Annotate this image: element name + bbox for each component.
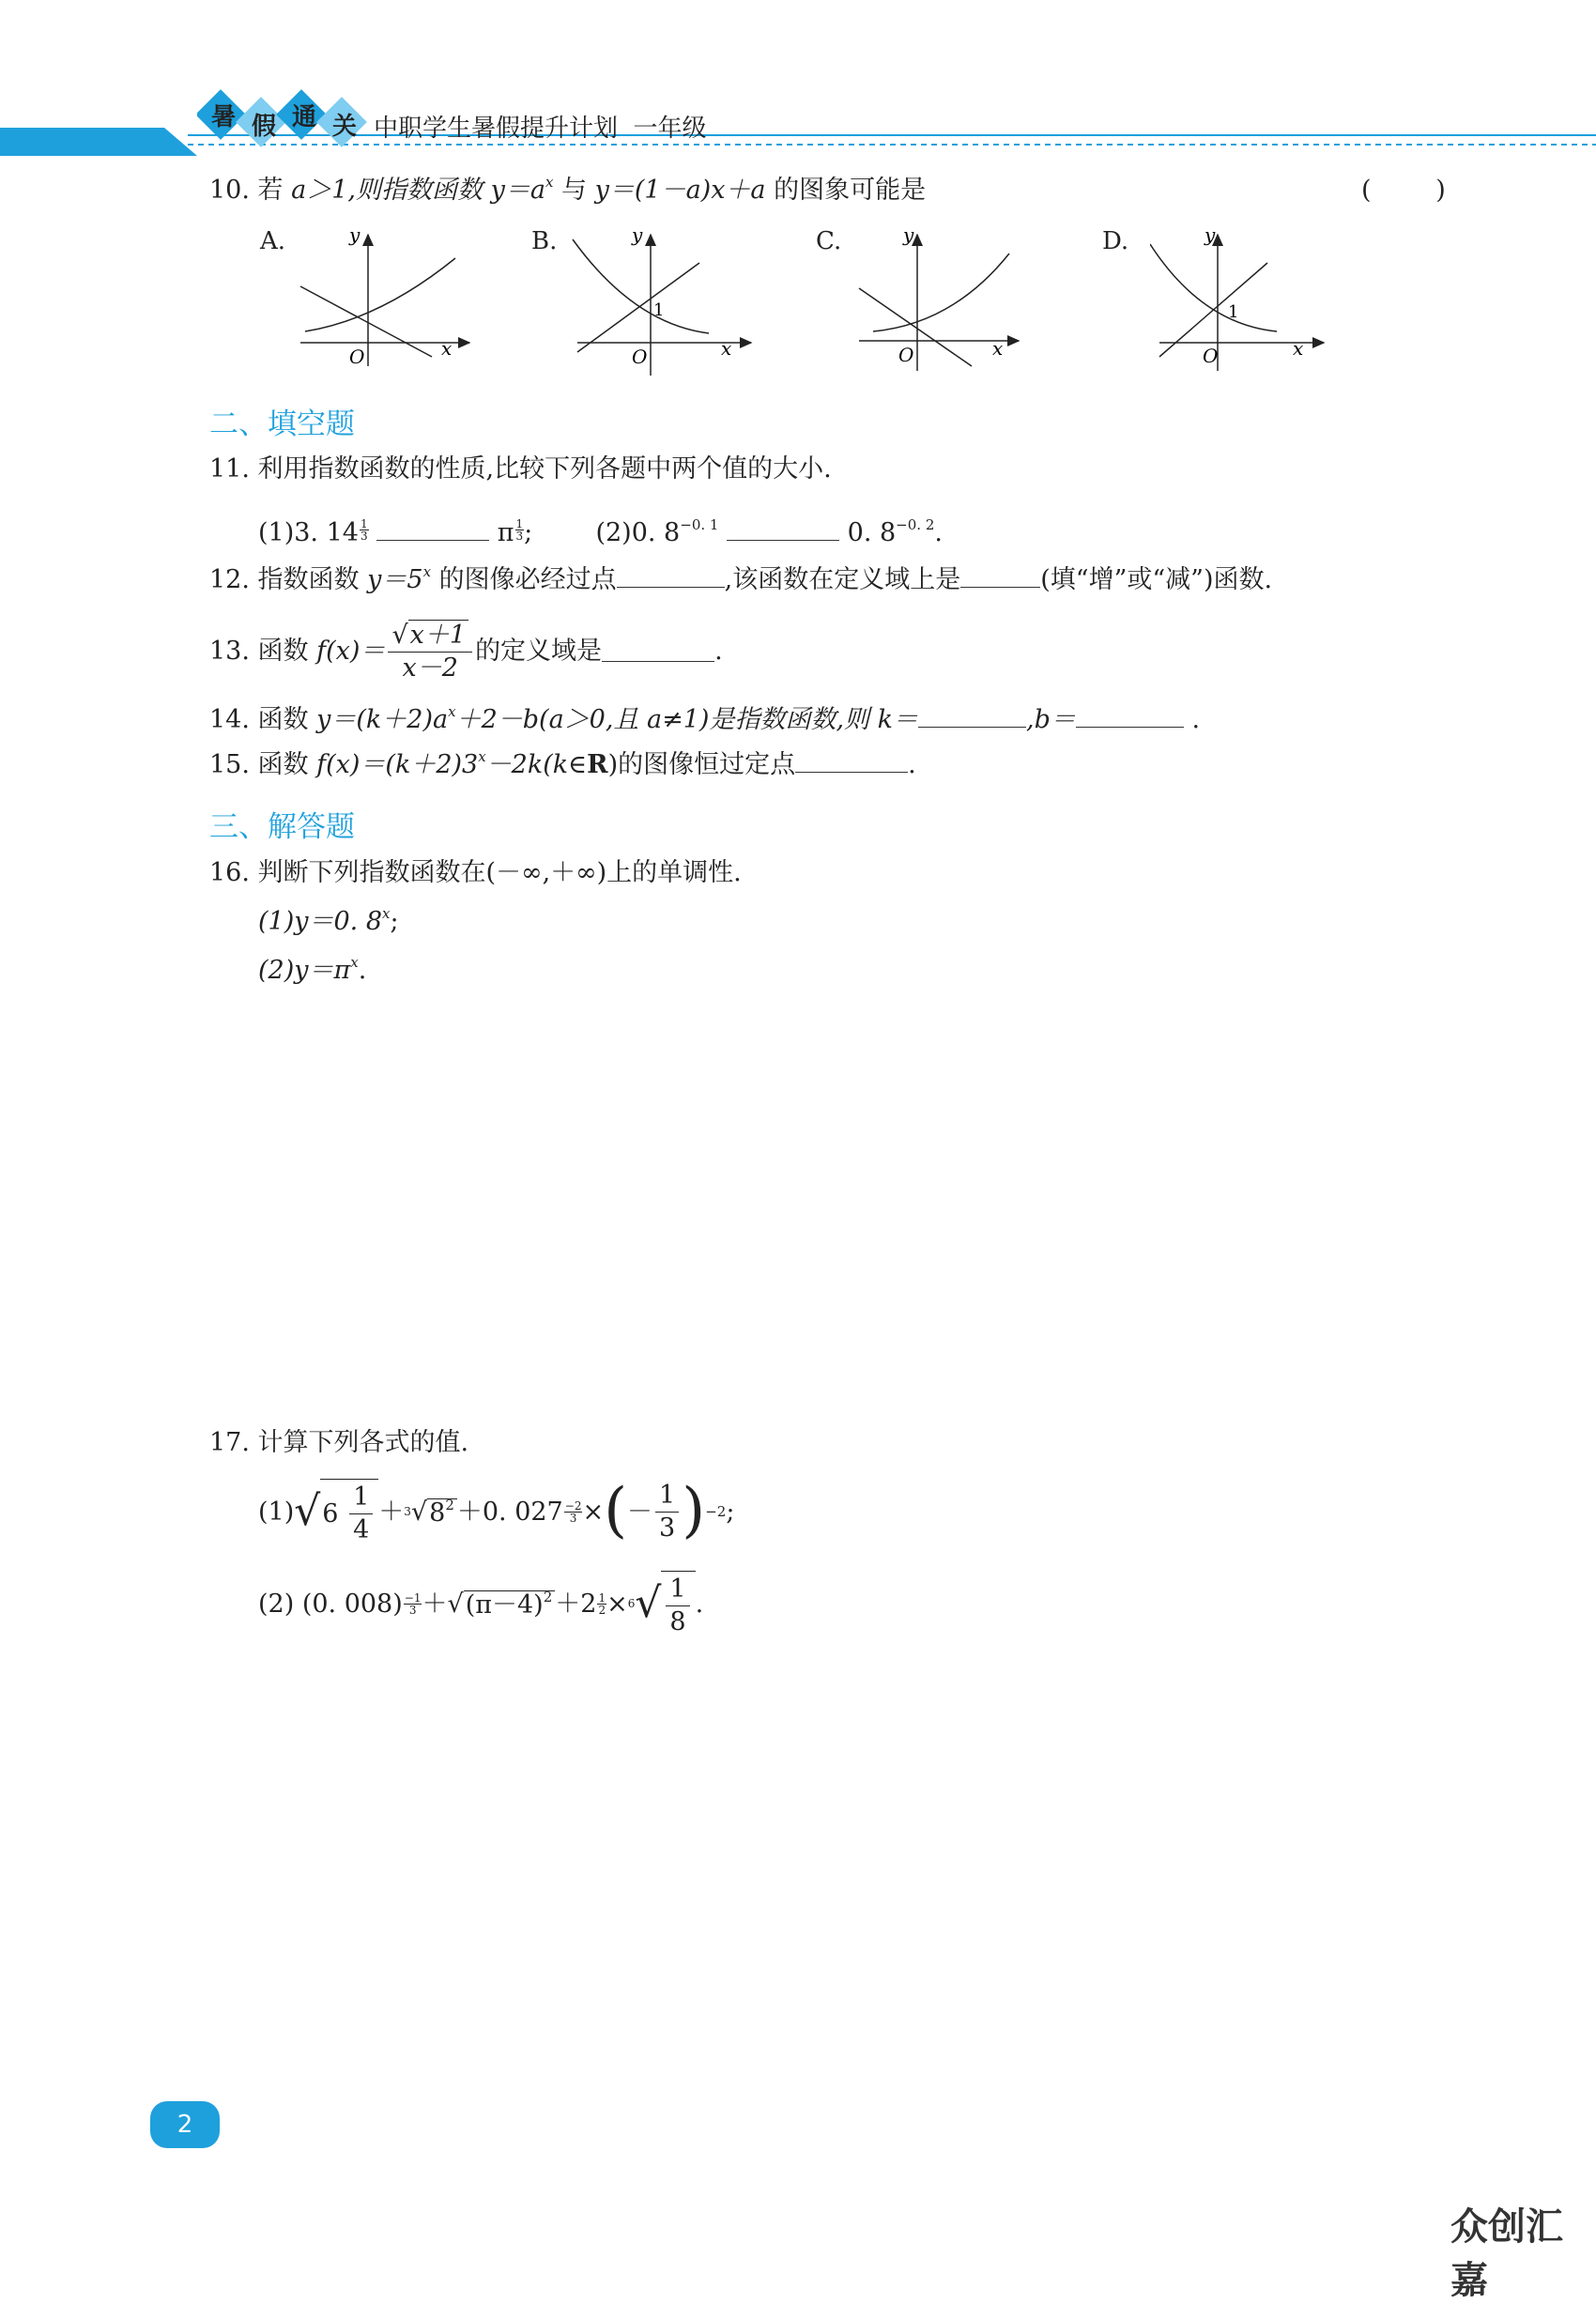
question-15: 15. 函数 $f(x)=(k+2)3^x-2k(k\in R)$的图像恒过定点 . (209, 748, 916, 779)
graph-a (291, 221, 479, 371)
question-10: 10. 若 a＞1,则指数函数 $y=a^x$ 与 y＝(1－a)x＋a 的图象可能是 (209, 174, 927, 205)
answer-blank[interactable] (727, 519, 839, 541)
badge-char: 关 (332, 113, 358, 141)
intercept-label: 1 (1228, 302, 1239, 322)
section-title-answers: 三、解答题 (209, 810, 355, 844)
question-14: 14. 函数 $y=(k+2)a^x+2-b(a>0$,且 a≠1)是指数函数,则 k＝ ,b＝ . (209, 703, 1201, 734)
axis-x-label: x (441, 337, 453, 360)
question-number: 11. (209, 454, 250, 484)
origin-label: O (632, 346, 648, 368)
axis-y-label: y (1205, 223, 1216, 246)
page-number-badge (150, 2101, 220, 2148)
option-label-a: A. (260, 227, 286, 255)
question-17-part-2: (2) (0. 008) −1 3 ＋ √ $(\pi-4)^2$ ＋2 $\frac{1}{2}$ × 6 √ $\frac{1}{8}$ . (258, 1566, 703, 1641)
axis-y-label: y (632, 223, 643, 246)
question-11: 11. 利用指数函数的性质,比较下列各题中两个值的大小. (209, 454, 832, 484)
header-subtitle: 中职学生暑假提升计划 一年级 (374, 115, 707, 143)
question-16: 16. 判断下列指数函数在(－∞,＋∞)上的单调性. (209, 858, 742, 887)
question-11-parts: (1)3. 14 $\frac{1}{3}$ π $\frac{1}{3}$ ; (2)0. $8^{-0. 1}$ 0. $8^{-0. 2}$. (258, 516, 943, 547)
answer-blank[interactable] (376, 519, 489, 541)
section-title-fill-in: 二、填空题 (209, 407, 355, 441)
question-16-part-1: (1)y＝0. 8$^x$; (258, 905, 399, 936)
answer-blank[interactable] (918, 706, 1026, 728)
axis-x-label: x (992, 337, 1004, 360)
badge-char: 暑 (211, 103, 237, 131)
origin-label: O (349, 346, 365, 368)
question-number: 17. (209, 1428, 250, 1457)
option-label-d: D. (1102, 227, 1129, 255)
question-number: 13. (209, 636, 250, 666)
axis-x-label: x (1293, 337, 1304, 360)
question-12: 12. 指数函数 $y=5^x$ 的图像必经过点 ,该函数在定义域上是 (填“增”或“减”)函数. (209, 563, 1273, 594)
answer-blank[interactable] (795, 751, 908, 773)
graph-d (1150, 221, 1338, 376)
question-13: 13. 函数 f(x)＝ $\frac{√x+1}{x-2}$ 的定义域是 . (209, 621, 723, 683)
question-17: 17. 计算下列各式的值. (209, 1428, 469, 1457)
badge-char: 假 (252, 113, 277, 141)
question-number: 16. (209, 858, 250, 887)
question-number: 15. (209, 750, 250, 779)
axis-y-label: y (903, 223, 914, 246)
origin-label: O (898, 344, 914, 366)
question-17-part-1: (1) √ 6 $\frac{1}{4}$ ＋ 3 √ $8^2$ ＋0. 027 $\frac{-2}{3}$ × ( － $\frac{1}{3}$ ) −2 ; (258, 1476, 735, 1546)
origin-label: O (1203, 345, 1219, 367)
intercept-label: 1 (653, 300, 665, 320)
question-16-part-2: $(2)y=\pi^x$. (258, 954, 367, 985)
question-number: 10. (209, 176, 250, 205)
watermark: 众创汇嘉 (1450, 2205, 1563, 2302)
answer-blank[interactable] (1076, 706, 1184, 728)
page-number: 2 (176, 2111, 193, 2139)
answer-blank[interactable] (617, 566, 725, 588)
axis-y-label: y (349, 223, 361, 246)
graph-b (568, 221, 756, 380)
answer-blank[interactable] (960, 566, 1040, 588)
badge-char: 通 (292, 103, 317, 131)
question-number: 14. (209, 705, 250, 734)
graph-c (850, 221, 1037, 376)
option-label-b: B. (531, 227, 558, 255)
option-label-c: C. (816, 227, 842, 255)
answer-blank[interactable] (602, 640, 714, 662)
axis-x-label: x (721, 337, 732, 360)
answer-paren: ( ) (1361, 176, 1446, 205)
question-number: 12. (209, 565, 250, 594)
